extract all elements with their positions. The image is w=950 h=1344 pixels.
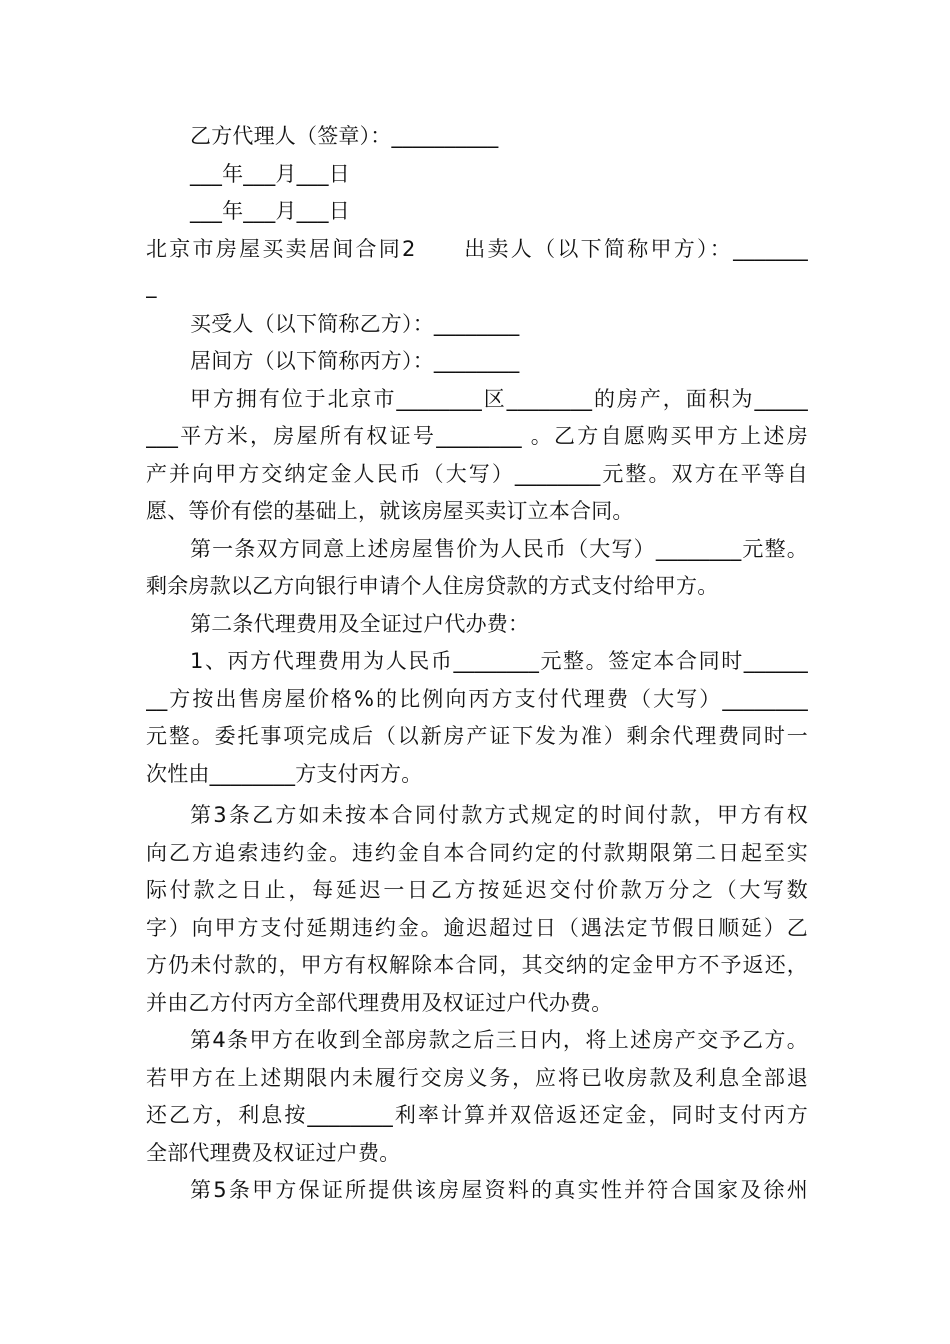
text-line: 字）向甲方支付延期违约金。逾迟超过日（遇法定节假日顺延）乙	[146, 915, 808, 940]
text-line: 愿、等价有偿的基础上，就该房屋买卖订立本合同。	[146, 499, 634, 523]
text-line: __方按出售房屋价格%的比例向丙方支付代理费（大写）________	[146, 686, 808, 711]
text-line: ___年___月___日	[190, 161, 350, 186]
text-line: 第二条代理费用及全证过户代办费：	[190, 611, 530, 636]
text-line: 第3条乙方如未按本合同付款方式规定的时间付款，甲方有权	[190, 803, 808, 827]
text-line: 第4条甲方在收到全部房款之后三日内，将上述房产交予乙方。	[190, 1028, 808, 1052]
text-line: 剩余房款以乙方向银行申请个人住房贷款的方式支付给甲方。	[146, 574, 719, 598]
text-line: 还乙方，利息按________利率计算并双倍返还定金，同时支付丙方	[146, 1103, 808, 1127]
text-line: 际付款之日止，每延迟一日乙方按延迟交付价款万分之（大写数	[146, 878, 808, 902]
text-line: 元整。委托事项完成后（以新房产证下发为准）剩余代理费同时一	[146, 724, 808, 748]
text-line: ___平方米，房屋所有权证号________ 。乙方自愿购买甲方上述房	[146, 424, 808, 448]
text-line: 若甲方在上述期限内未履行交房义务，应将已收房款及利息全部退	[146, 1065, 808, 1090]
document-body	[146, 118, 808, 1210]
text-line: 次性由________方支付丙方。	[146, 761, 423, 786]
text-line: 并由乙方付丙方全部代理费用及权证过户代办费。	[146, 990, 613, 1015]
text-line: 方仍未付款的，甲方有权解除本合同，其交纳的定金甲方不予返还，	[146, 953, 808, 977]
text-line: 买受人（以下简称乙方）：________	[190, 311, 520, 336]
text-line: 居间方（以下简称丙方）：________	[190, 349, 520, 373]
text-line: 乙方代理人（签章）：__________	[190, 124, 499, 148]
text-line: ___年___月___日	[190, 199, 350, 223]
text-line: 甲方拥有位于北京市________区________的房产，面积为_____	[190, 386, 808, 411]
text-line: 产并向甲方交纳定金人民币（大写）________元整。双方在平等自	[146, 461, 808, 486]
text-line: 向乙方追索违约金。违约金自本合同约定的付款期限第二日起至实	[146, 840, 808, 865]
text-line: 全部代理费及权证过户费。	[146, 1140, 401, 1165]
text-line: 第一条双方同意上述房屋售价为人民币（大写）________元整。	[190, 536, 808, 561]
text-line: 第5条甲方保证所提供该房屋资料的真实性并符合国家及徐州	[190, 1178, 808, 1202]
text-line: 1、丙方代理费用为人民币________元整。签定本合同时______	[190, 649, 808, 673]
text-line: 北京市房屋买卖居间合同2 出卖人（以下简称甲方）：_______	[146, 236, 808, 261]
text-line: _	[146, 274, 157, 298]
